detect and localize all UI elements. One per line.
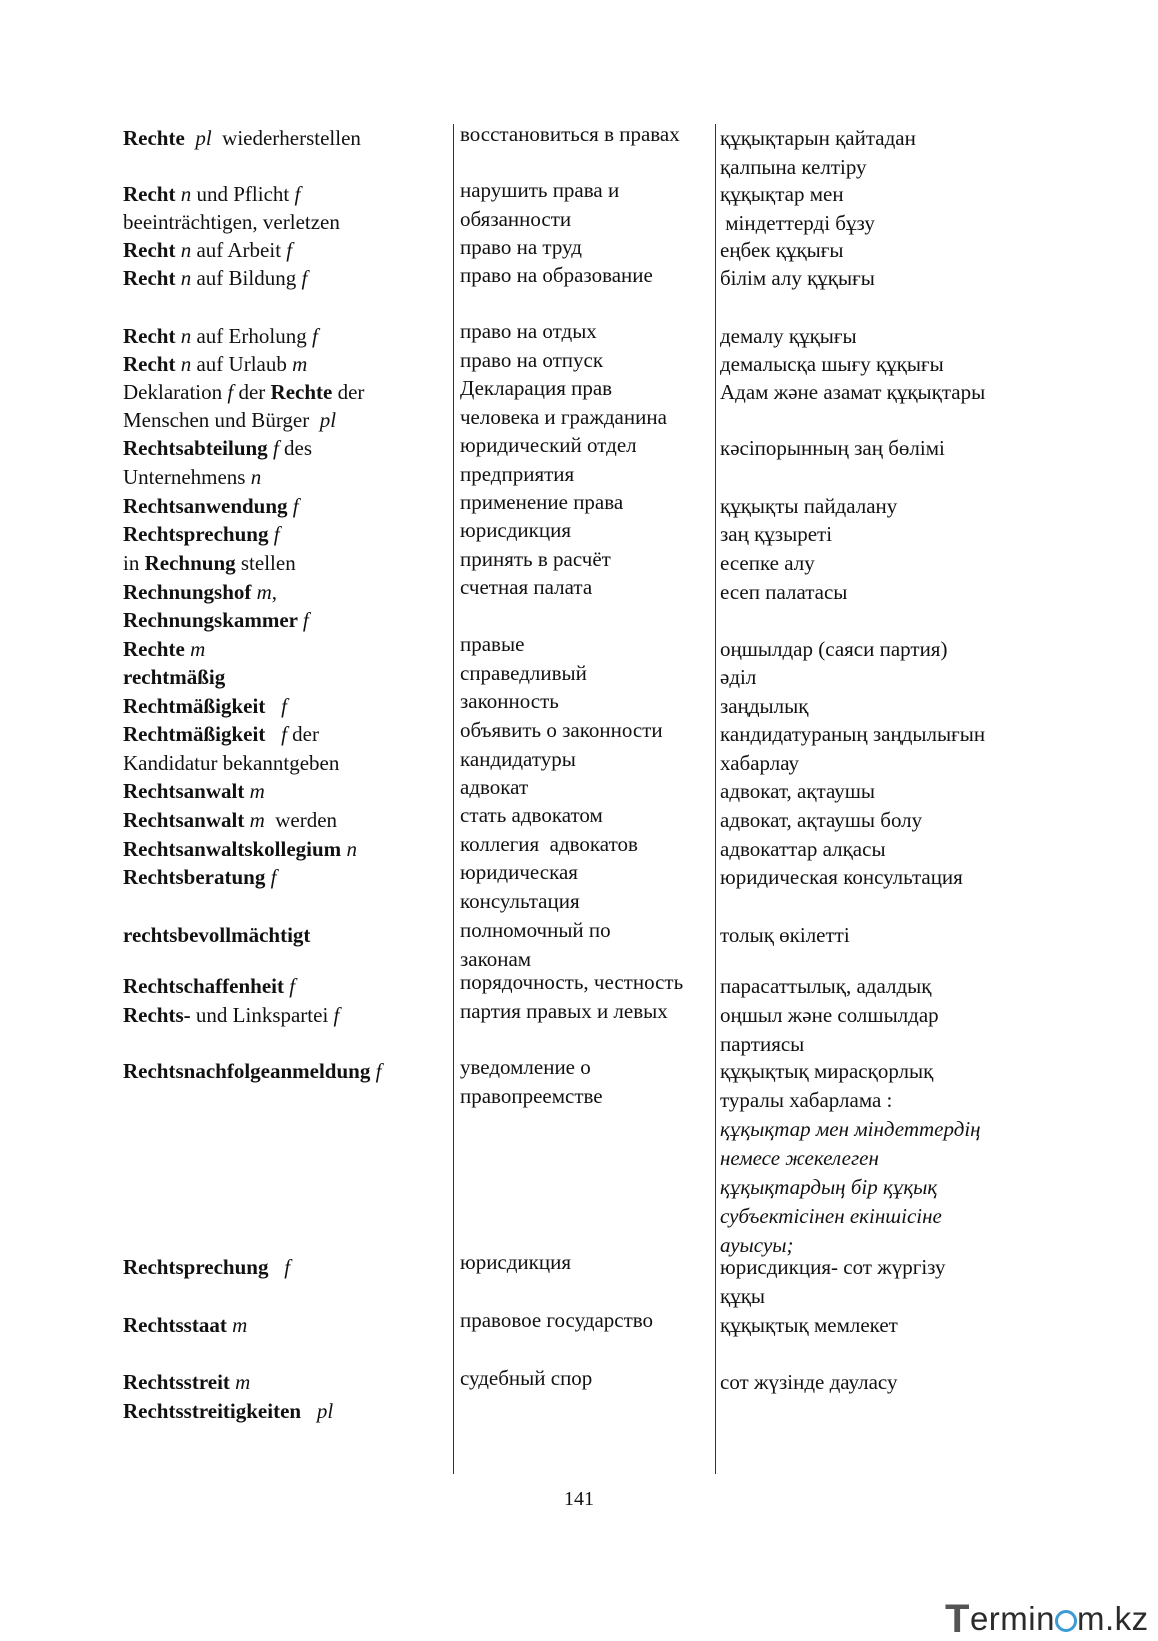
kazakh-term: юрисдикция- сот жүргізу құқы: [720, 1255, 946, 1308]
russian-term: право на труд: [460, 235, 582, 259]
russian-term: право на образование: [460, 263, 653, 287]
russian-term: принять в расчёт: [460, 547, 611, 571]
kazakh-term: кандидатураның заңдылығын хабарлау: [720, 722, 986, 775]
german-term: Recht n und Pflicht f: [123, 182, 301, 206]
kazakh-term: оңшыл және солшылдар партиясы: [720, 1003, 939, 1056]
logo-o-icon: [1055, 1610, 1077, 1632]
russian-term: счетная палата: [460, 575, 593, 599]
kazakh-term: демалысқа шығу құқығы: [720, 352, 944, 376]
german-term: Rechtsanwalt m werden: [123, 808, 338, 832]
russian-term: правые: [460, 632, 525, 656]
german-term: Rechnungshof m,: [123, 580, 278, 604]
german-term-continued: Unternehmens n: [123, 465, 262, 489]
russian-term: порядочность, честность: [460, 970, 684, 994]
kazakh-term: сот жүзінде дауласу: [720, 1370, 898, 1394]
kazakh-term: адвокаттар алқасы: [720, 837, 886, 861]
russian-term: применение права: [460, 490, 624, 514]
german-term: Rechtsstreit m: [123, 1370, 251, 1394]
russian-term: юридический отдел предприятия: [460, 433, 637, 486]
german-term: Rechte pl wiederherstellen: [123, 126, 361, 150]
kazakh-term: адвокат, ақтаушы болу: [720, 808, 923, 832]
column-divider: [715, 124, 716, 1474]
termincom-logo[interactable]: [945, 1595, 1155, 1641]
russian-term: юрисдикция: [460, 1250, 572, 1274]
russian-term: восстановиться в правах: [460, 122, 680, 146]
kazakh-term: парасаттылық, адалдық: [720, 974, 932, 998]
german-term: Recht n auf Arbeit f: [123, 238, 293, 262]
kazakh-term: құқықтар мен міндеттерді бұзу: [720, 182, 875, 235]
german-term: Deklaration f der Rechte der: [123, 380, 365, 404]
logo-initial: T: [945, 1597, 970, 1641]
russian-term: полномочный по законам: [460, 918, 611, 971]
russian-term: Декларация прав человека и гражданина: [460, 376, 667, 429]
german-term: Rechtschaffenheit f: [123, 974, 296, 998]
german-term: rechtmäßig: [123, 665, 226, 689]
german-term: Recht n auf Bildung f: [123, 266, 308, 290]
column-divider: [453, 124, 454, 1474]
german-term-continued: Kandidatur bekanntgeben: [123, 751, 340, 775]
german-term: Rechtsstaat m: [123, 1313, 248, 1337]
logo-text-start: ermin: [969, 1600, 1055, 1637]
german-term: Recht n auf Erholung f: [123, 324, 318, 348]
kazakh-term: адвокат, ақтаушы: [720, 779, 876, 803]
kazakh-term: білім алу құқығы: [720, 266, 875, 290]
german-term: Rechtsanwaltskollegium n: [123, 837, 357, 861]
russian-term: справедливый: [460, 661, 587, 685]
german-term: Rechtsanwendung f: [123, 494, 299, 518]
russian-term: юрисдикция: [460, 518, 572, 542]
kazakh-term: юридическая консультация: [720, 865, 963, 889]
german-term: Rechtsanwalt m: [123, 779, 265, 803]
kazakh-term: әділ: [720, 665, 757, 689]
german-term-continued: beeinträchtigen, verletzen: [123, 210, 340, 234]
german-term: Rechtsnachfolgeanmeldung f: [123, 1059, 382, 1083]
russian-term: адвокат: [460, 775, 529, 799]
russian-term: партия правых и левых: [460, 999, 668, 1023]
kazakh-term: кәсіпорынның заң бөлімі: [720, 436, 945, 460]
german-term-continued: Menschen und Bürger pl: [123, 408, 337, 432]
page-number: 141: [564, 1488, 594, 1510]
kazakh-term: толық өкілетті: [720, 923, 850, 947]
german-term: Rechtsprechung f: [123, 1255, 291, 1279]
german-term: Rechtmäßigkeit f der: [123, 722, 319, 746]
german-term: Recht n auf Urlaub m: [123, 352, 308, 376]
kazakh-term: құқықтық мирасқорлық туралы хабарлама :: [720, 1059, 934, 1112]
kazakh-term: заң құзыреті: [720, 522, 833, 546]
kazakh-term: құқықты пайдалану: [720, 494, 898, 518]
russian-term: право на отдых: [460, 319, 597, 343]
german-term: Rechtsabteilung f des: [123, 436, 313, 460]
german-term-continued: Rechtsstreitigkeiten pl: [123, 1399, 334, 1423]
russian-term: коллегия адвокатов: [460, 832, 638, 856]
kazakh-term: есеп палатасы: [720, 580, 848, 604]
german-term: Rechts- und Linkspartei f: [123, 1003, 340, 1027]
kazakh-term: еңбек құқығы: [720, 238, 844, 262]
kazakh-term: құқықтарын қайтадан қалпына келтіру: [720, 126, 916, 179]
kazakh-definition: құқықтар мен міндеттердің немесе жекелеген құқықтардың бір құқық субъектісінен екіншісіне ауысуы;: [720, 1117, 981, 1257]
german-term: Rechte m: [123, 637, 206, 661]
russian-term: законность: [460, 689, 559, 713]
kazakh-term: оңшылдар (саяси партия): [720, 637, 948, 661]
logo-text-end: m.kz: [1076, 1600, 1149, 1637]
russian-term: нарушить права и обязанности: [460, 178, 620, 231]
russian-term: судебный спор: [460, 1366, 593, 1390]
russian-term: право на отпуск: [460, 348, 604, 372]
kazakh-term: демалу құқығы: [720, 324, 857, 348]
kazakh-term: құқықтық мемлекет: [720, 1313, 898, 1337]
russian-term: правовое государство: [460, 1308, 654, 1332]
kazakh-term: заңдылық: [720, 694, 809, 718]
russian-term: стать адвокатом: [460, 803, 603, 827]
german-term: rechtsbevollmächtigt: [123, 923, 311, 947]
kazakh-term: есепке алу: [720, 551, 815, 575]
german-term: Rechtsberatung f: [123, 865, 277, 889]
russian-term: уведомление о правопреемстве: [460, 1055, 603, 1108]
kazakh-term: Адам және азамат құқықтары: [720, 380, 986, 404]
german-term-continued: Rechnungskammer f: [123, 608, 309, 632]
russian-term: юридическая консультация: [460, 860, 580, 913]
german-term: in Rechnung stellen: [123, 551, 296, 575]
german-term: Rechtmäßigkeit f: [123, 694, 287, 718]
german-term: Rechtsprechung f: [123, 522, 280, 546]
russian-term: объявить о законности кандидатуры: [460, 718, 663, 771]
